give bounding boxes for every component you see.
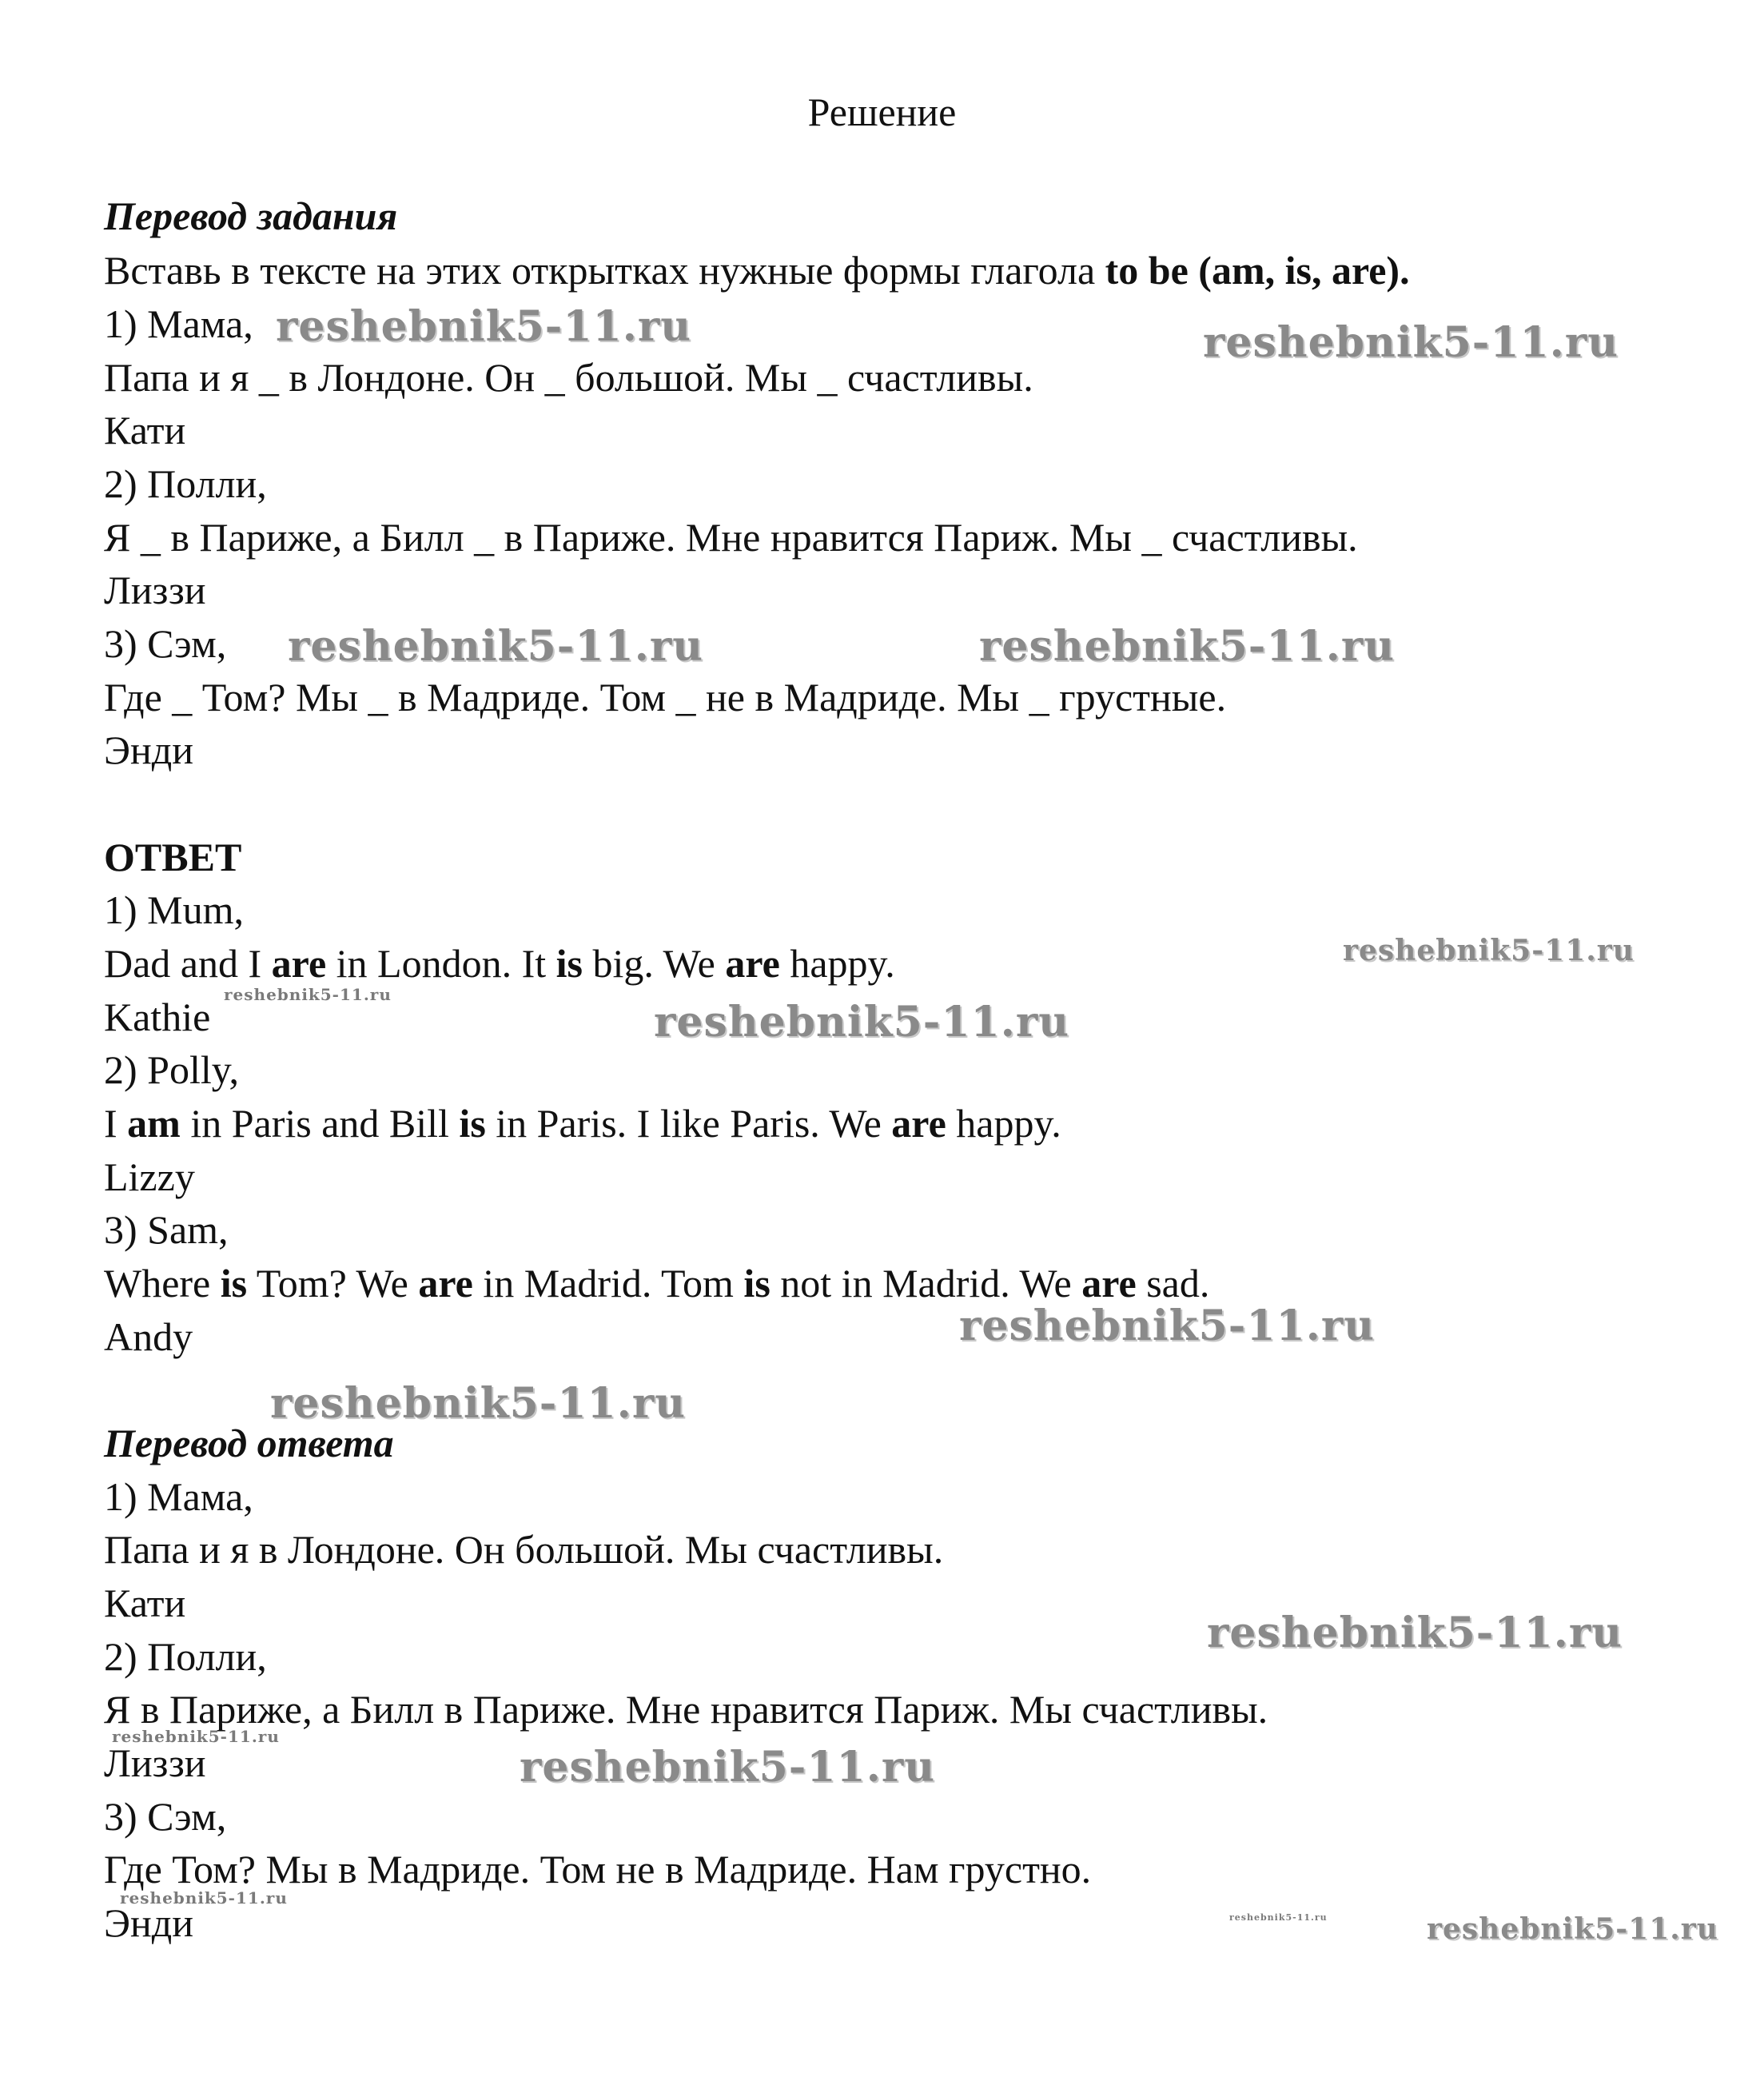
verb-form: are <box>1081 1261 1137 1306</box>
watermark: reshebnik5-11.ru <box>1203 318 1619 367</box>
watermark: reshebnik5-11.ru <box>1229 1912 1328 1923</box>
translation-line: Где Том? Мы в Мадриде. Том не в Мадриде. Нам грустно. <box>104 1847 1092 1892</box>
text-segment: Dad and I <box>104 941 272 986</box>
task-line: Кати <box>104 408 186 452</box>
verb-form: is <box>459 1101 486 1146</box>
page-title: Решение <box>807 90 957 134</box>
verb-form: is <box>555 941 583 986</box>
watermark: reshebnik5-11.ru <box>979 622 1396 671</box>
watermark: reshebnik5-11.ru <box>288 622 704 671</box>
answer-heading: ОТВЕТ <box>104 835 242 879</box>
task-translation-heading: Перевод задания <box>104 193 398 238</box>
watermark: reshebnik5-11.ru <box>1427 1912 1718 1946</box>
task-line: 2) Полли, <box>104 461 267 506</box>
watermark: reshebnik5-11.ru <box>1207 1609 1623 1657</box>
task-instruction <box>104 246 1410 294</box>
text-segment: in Paris. I like Paris. We <box>485 1101 892 1146</box>
answer-line <box>104 939 895 987</box>
answer-line: 2) Polly, <box>104 1047 239 1092</box>
translation-line: Папа и я в Лондоне. Он большой. Мы счастливы. <box>104 1527 944 1572</box>
task-line: 3) Сэм, <box>104 621 227 666</box>
watermark: reshebnik5-11.ru <box>959 1302 1376 1350</box>
translation-line: Энди <box>104 1900 193 1945</box>
text-segment: Where <box>104 1261 221 1306</box>
translation-line: 2) Полли, <box>104 1634 267 1679</box>
text-segment: happy. <box>946 1101 1061 1146</box>
answer-line: Kathie <box>104 995 211 1039</box>
verb-form: are <box>725 941 780 986</box>
task-line: 1) Мама, <box>104 301 253 346</box>
answer-line: 1) Mum, <box>104 887 244 932</box>
translation-line: Я в Париже, а Билл в Париже. Мне нравится Париж. Мы счастливы. <box>104 1687 1268 1732</box>
answer-line <box>104 1259 1209 1307</box>
watermark: reshebnik5-11.ru <box>224 985 392 1004</box>
task-line: Папа и я _ в Лондоне. Он _ большой. Мы _ счастливы. <box>104 355 1033 400</box>
text-segment: sad. <box>1136 1261 1210 1306</box>
answer-line: Andy <box>104 1314 193 1359</box>
translation-line: Кати <box>104 1581 186 1625</box>
verb-form: is <box>743 1261 771 1306</box>
watermark: reshebnik5-11.ru <box>120 1888 288 1908</box>
answer-line <box>104 1099 1061 1147</box>
verb-form: is <box>220 1261 248 1306</box>
watermark: reshebnik5-11.ru <box>276 302 692 351</box>
watermark: reshebnik5-11.ru <box>520 1743 936 1792</box>
text-segment: in London. It <box>326 941 556 986</box>
text-segment: in Paris and Bill <box>180 1101 460 1146</box>
answer-line: Lizzy <box>104 1154 195 1199</box>
verb-form: are <box>418 1261 473 1306</box>
translation-line: Лиззи <box>104 1740 206 1785</box>
task-instruction-verb: to be (am, is, are). <box>1105 248 1410 293</box>
translation-line: 1) Мама, <box>104 1474 253 1519</box>
text-segment: happy. <box>779 941 895 986</box>
watermark: reshebnik5-11.ru <box>112 1727 280 1746</box>
verb-form: are <box>891 1101 946 1146</box>
text-segment: in Madrid. Tom <box>472 1261 744 1306</box>
task-line: Энди <box>104 728 193 772</box>
watermark: reshebnik5-11.ru <box>1343 934 1635 967</box>
text-segment: not in Madrid. We <box>770 1261 1082 1306</box>
answer-translation-heading: Перевод ответа <box>104 1421 394 1465</box>
verb-form: are <box>271 941 327 986</box>
verb-form: am <box>127 1101 181 1146</box>
task-instruction-text: Вставь в тексте на этих открытках нужные формы глагола <box>104 248 1105 293</box>
text-segment: Tom? We <box>247 1261 419 1306</box>
task-line: Где _ Том? Мы _ в Мадриде. Том _ не в Мадриде. Мы _ грустные. <box>104 675 1227 720</box>
answer-line: 3) Sam, <box>104 1207 229 1252</box>
translation-line: 3) Сэм, <box>104 1794 227 1839</box>
task-line: Лиззи <box>104 568 206 612</box>
watermark: reshebnik5-11.ru <box>654 998 1070 1046</box>
text-segment: I <box>104 1101 128 1146</box>
task-line: Я _ в Париже, а Билл _ в Париже. Мне нравится Париж. Мы _ счастливы. <box>104 515 1358 560</box>
watermark: reshebnik5-11.ru <box>270 1379 687 1428</box>
text-segment: big. We <box>582 941 726 986</box>
